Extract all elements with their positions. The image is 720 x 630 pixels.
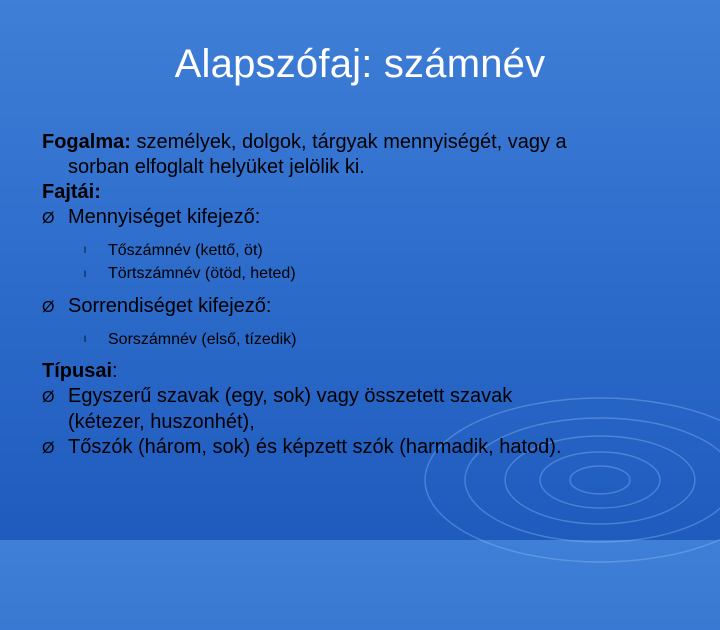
dot-bullet-icon: l	[84, 245, 86, 256]
arrow-bullet-icon: Ø	[42, 210, 55, 227]
arrow-bullet-icon: Ø	[42, 388, 55, 406]
arrow-bullet-icon: Ø	[42, 298, 55, 316]
bullet-mennyiseg	[42, 205, 692, 231]
fogalma-label: Fogalma:	[42, 131, 131, 153]
bullet-tipus-1-continuation: (kétezer, huszonhét),	[68, 410, 255, 433]
bullet-sorrend	[42, 294, 692, 320]
fogalma-line	[42, 130, 692, 155]
bullet-text: Tőszók (három, sok) és képzett szók (harmadik, hatod).	[68, 435, 562, 458]
bullet-tipus-1	[42, 384, 692, 410]
slide-title: Alapszófaj: számnév	[174, 42, 546, 86]
sub-bullet-text: Sorszámnév (első, tízedik)	[108, 330, 297, 348]
fajtai-label: Fajtái:	[42, 181, 101, 203]
sub-bullet-tortszamnev	[42, 262, 692, 285]
arrow-bullet-icon: Ø	[42, 439, 55, 457]
fogalma-text: személyek, dolgok, tárgyak mennyiségét, vagy a	[130, 131, 567, 153]
sub-bullet-toszamnev	[42, 239, 692, 262]
bullet-text: Egyszerű szavak (egy, sok) vagy összetett szavak	[68, 384, 513, 407]
tipusai-line	[42, 359, 692, 384]
sub-bullet-text: Tőszámnév (kettő, öt)	[108, 242, 263, 259]
bullet-text: Mennyiséget kifejező:	[68, 206, 261, 228]
tipusai-colon: :	[112, 359, 118, 382]
dot-bullet-icon: l	[84, 333, 86, 344]
tipusai-label: Típusai	[42, 359, 113, 382]
dot-bullet-icon: l	[84, 268, 86, 279]
fogalma-continuation: sorban elfoglalt helyüket jelölik ki.	[68, 156, 365, 178]
sub-bullet-sorszamnev	[42, 328, 692, 351]
bullet-tipus-2	[42, 435, 692, 461]
slide-body	[42, 130, 692, 461]
sub-bullet-text: Törtszámnév (ötöd, heted)	[108, 265, 296, 283]
bullet-text: Sorrendiséget kifejező:	[68, 294, 272, 317]
